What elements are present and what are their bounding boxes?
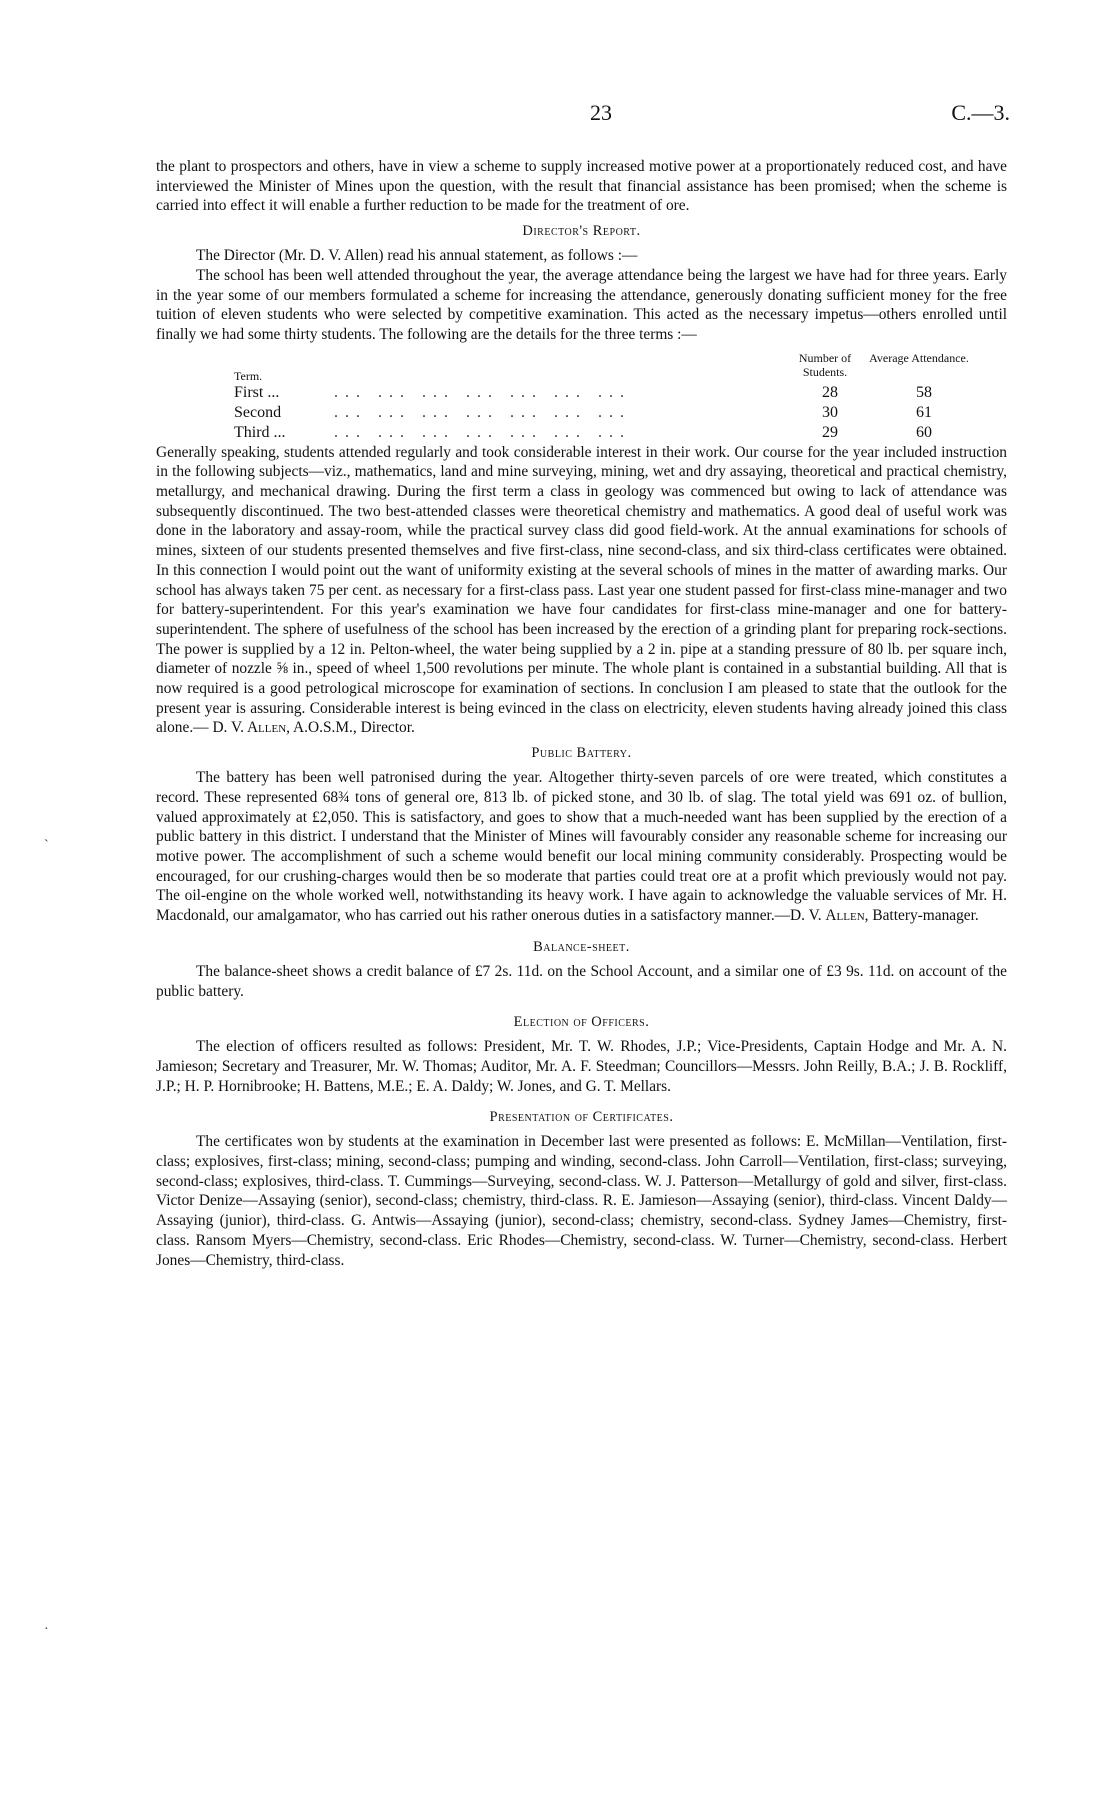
para2-text: Generally speaking, students attended regularly and took considerable interest in their work. Our course for the year included instruction in the following subjects—viz., mathematics, land and mine surveying, mining, wet and dry assaying, theoretical and practical chemistry, metallurgy, and mechanical drawing. During the first term a class in geology was commenced but owing to lack of attendance was subsequently discontinued. The two best-attended classes were theoretical chemistry and mathematics. A good deal of useful work was done in the laboratory and assay-room, while the practical survey class did good field-work. At the annual examinations for schools of mines, sixteen of our students presented themselves and five first-class, nine second-class, and six third-class certificates were obtained. In this connection I would point out the want of uniformity existing at the several schools of mines in the matter of awarding marks. Our school has always taken 75 per cent. as necessary for a first-class pass. Last year one student passed for first-class mine-manager and two for battery-superintendent. For this year's examination we have four candidates for first-class mine-manager and one for battery-superintendent. The sphere of usefulness of the school has been increased by the erection of a grinding plant for preparing rock-sections. The power is supplied by a 12 in. Pelton-wheel, the water being supplied by a 2 in. pipe at a standing pressure of 80 lb. per square inch, diameter of nozzle ⅝ in., speed of wheel 1,500 revolutions per minute. The whole plant is contained in a substantial building. All that is now required is a good petrological microscope for examination of sections. In conclusion I am pleased to state that the outlook for the present year is assuring. Considerable interest is being evinced in the class on electricity, eleven students having already joined this class alone.— xyxy=(156,443,1007,737)
election-para: The election of officers resulted as follows: President, Mr. T. W. Rhodes, J.P.; Vice-Presidents, Captain Hodge and Mr. A. N. Jamieson; Secretary and Treasurer, Mr. W. Thomas; Auditor, Mr. A. F. Steedman; Councillors—Messrs. John Reilly, B.A.; J. B. Rockliff, J.P.; H. P. Hornibrooke; H. Battens, M.E.; E. A. Daldy; W. Jones, and G. T. Mellars. xyxy=(156,1038,1007,1095)
table-row xyxy=(234,383,954,403)
margin-mark: · xyxy=(44,1622,49,1637)
battery-signature-name: Allen xyxy=(825,907,865,925)
signature-title: , A.O.S.M., Director. xyxy=(286,719,415,737)
leader-dots: ... ... ... ... ... ... ... xyxy=(334,383,631,401)
term-attendance: 61 xyxy=(916,403,932,421)
terms-header-students: Number of Students. xyxy=(798,350,852,379)
battery-text: The battery has been well patronised during the year. Altogether thirty-seven parcels of ore were treated, which constitutes a record. These represented 68¾ tons of general ore, 813 lb. of picked stone, and 30 lb. of slag. The total yield was 691 oz. of bullion, valued approximately at £2,050. This is satisfactory, and goes to show that a much-needed want has been supplied by the erection of a public battery in this district. I understand that the Minister of Mines will favourably consider any reasonable scheme for increasing our motive power. The accomplishment of such a scheme would benefit our local mining community considerably. Prospecting would be encouraged, for our crushing-charges would then be so moderate that parties could treat ore at a profit which previously would not pay. The oil-engine on the whole worked well, notwithstanding its heavy work. I have again to acknowledge the valuable services of Mr. H. Macdonald, our amalgamator, who has carried out his rather onerous duties in a satisfactory manner.—D. V. xyxy=(156,769,1007,925)
public-battery-para xyxy=(156,768,1007,926)
leader-dots: ... ... ... ... ... ... ... xyxy=(334,403,631,421)
election-heading: Election of Officers. xyxy=(513,1014,650,1031)
balance-sheet-heading: Balance-sheet. xyxy=(533,938,630,955)
directors-report-lead: The Director (Mr. D. V. Allen) read his annual statement, as follows :— xyxy=(196,247,638,265)
balance-sheet-para: The balance-sheet shows a credit balance of £7 2s. 11d. on the School Account, and a similar one of £3 9s. 11d. on account of the public battery. xyxy=(156,962,1007,1000)
page-body xyxy=(156,157,1007,1270)
directors-report-heading: Director's Report. xyxy=(522,223,641,240)
term-attendance: 58 xyxy=(916,383,932,401)
directors-report-para2 xyxy=(156,443,1007,739)
directors-report-para1: The school has been well attended throughout the year, the average attendance being the largest we have had for three years. Early in the year some of our members formulated a scheme for increasing the attendance, generously donating sufficient money for the free tuition of eleven students who were selected by competitive examination. This acted as the necessary impetus—others enrolled until finally we had some thirty students. The following are the details for the three terms :— xyxy=(156,266,1007,343)
document-reference: C.—3. xyxy=(951,100,1010,125)
term-label: First ... xyxy=(234,383,280,401)
terms-header-attendance: Average Attendance. xyxy=(869,350,969,365)
term-students: 29 xyxy=(822,423,838,441)
page-number: 23 xyxy=(590,100,612,125)
intro-paragraph: the plant to prospectors and others, have in view a scheme to supply increased motive power at a proportionately reduced cost, and have interviewed the Minister of Mines upon the question, with the result that financial assistance has been promised; when the scheme is carried into effect it will enable a further reduction to be made for the treatment of ore. xyxy=(156,158,1007,215)
certificates-heading: Presentation of Certificates. xyxy=(489,1109,674,1126)
page-header xyxy=(0,100,1114,132)
term-label: Second xyxy=(234,403,282,421)
margin-mark: ˋ xyxy=(44,838,49,853)
battery-signature-title: , Battery-manager. xyxy=(864,907,979,925)
public-battery-heading: Public Battery. xyxy=(531,745,632,762)
leader-dots: ... ... ... ... ... ... ... xyxy=(334,423,631,441)
table-row xyxy=(234,423,954,443)
terms-table xyxy=(156,351,1007,443)
signature-name: D. V. Allen xyxy=(212,719,287,737)
table-row xyxy=(234,403,954,423)
term-students: 30 xyxy=(822,403,838,421)
certificates-para: The certificates won by students at the examination in December last were presented as follows: E. McMillan—Ventilation, first-class; explosives, first-class; mining, second-class; pumping and winding, second-class. John Carroll—Ventilation, first-class; surveying, second-class; explosives, third-class. T. Cummings—Surveying, second-class. W. J. Patterson—Metallurgy of gold and silver, first-class. Victor Denize—Assaying (senior), second-class; chemistry, third-class. R. E. Jamieson—Assaying (senior), third-class. Vincent Daldy—Assaying (junior), third-class. G. Antwis—Assaying (junior), second-class; chemistry, second-class. Sydney James—Chemistry, first-class. Ransom Myers—Chemistry, second-class. Eric Rhodes—Chemistry, second-class. W. Turner—Chemistry, second-class. Herbert Jones—Chemistry, third-class. xyxy=(156,1133,1007,1269)
term-attendance: 60 xyxy=(916,423,932,441)
term-label: Third ... xyxy=(234,423,286,441)
term-students: 28 xyxy=(822,383,838,401)
terms-header-term: Term. xyxy=(234,368,263,383)
